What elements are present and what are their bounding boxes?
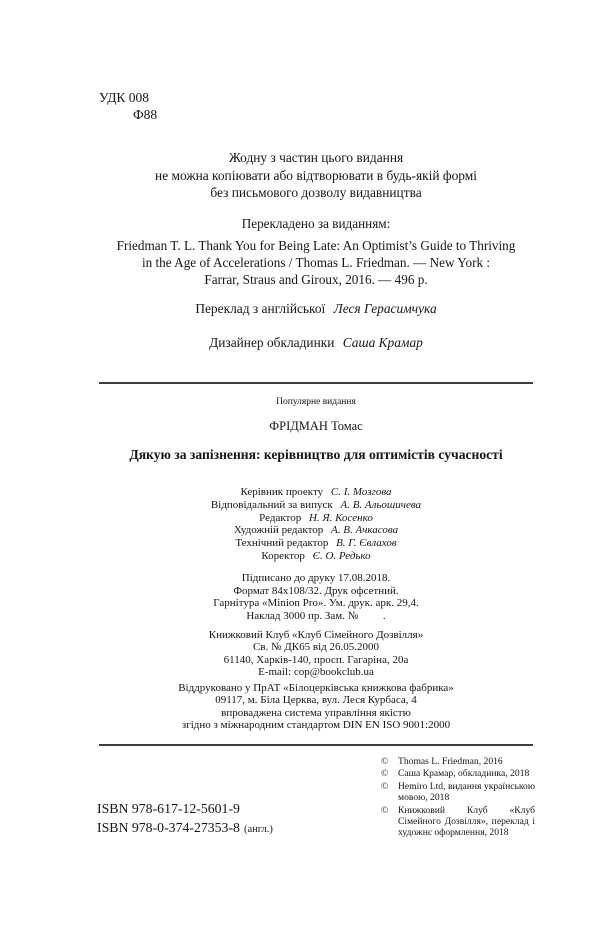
copy-notice-line: не можна копіювати або відтворювати в будь-якій формі <box>155 167 477 183</box>
print-info-line: Підписано до друку 17.08.2018. <box>241 572 391 584</box>
printer-line: Віддруковано у ПрАТ «Білоцерківська книжкова фабрика» <box>178 682 454 694</box>
print-info-line: Формат 84x108/32. Друк офсетний. <box>233 584 399 597</box>
printer-line: 09117, м. Біла Церква, вул. Леся Курбаса, 4 <box>215 694 417 707</box>
copyright-icon: © <box>381 768 389 780</box>
copyright-item <box>381 756 535 767</box>
isbn-ua: ISBN 978-617-12-5601-9 <box>97 801 240 816</box>
copyright-icon: © <box>381 780 389 792</box>
publisher-line: Книжковий Клуб «Клуб Сімейного Дозвілля» <box>208 629 424 641</box>
printer-line: впроваджена система управління якістю <box>221 706 411 719</box>
designer-line <box>99 335 533 351</box>
credit-row <box>99 537 533 550</box>
copy-notice-line: без письмового дозволу видавництва <box>210 185 422 200</box>
print-info-line: Гарнітура «Minion Pro». Ум. друк. арк. 29,4. <box>213 597 419 609</box>
copyright-text: Саша Крамар, обкладинка, 2018 <box>398 768 530 780</box>
credit-role: Відповідальний за випуск <box>210 498 333 511</box>
credit-role: Коректор <box>261 549 305 562</box>
separator-line-top <box>99 382 533 384</box>
author-name: ФРІДМАН Томас <box>269 419 363 433</box>
print-info-block <box>99 572 533 622</box>
translator-name: Леся Герасимчука <box>333 301 437 316</box>
translator-label: Переклад з англійської <box>195 301 326 316</box>
credit-row <box>99 550 533 563</box>
credit-row <box>99 499 533 512</box>
credit-row <box>99 524 533 537</box>
printer-line: згідно з міжнародним стандартом DIN EN ISO 9001:2000 <box>181 719 451 732</box>
credit-row <box>99 512 533 525</box>
udc-block <box>99 89 157 123</box>
source-heading: Перекладено за виданням: <box>241 216 391 231</box>
credit-name: А. В. Ачкасова <box>331 524 399 537</box>
credit-name: В. Г. Євлахов <box>336 537 397 550</box>
copy-notice-line: Жодну з частин цього видання <box>228 150 404 165</box>
credit-role: Редактор <box>259 511 302 524</box>
source-line: in the Age of Accelerations / Thomas L. Friedman. — New York : <box>141 255 491 270</box>
copyright-item <box>381 781 535 804</box>
copyright-item <box>381 768 535 779</box>
credit-name: С. І. Мозгова <box>330 486 392 498</box>
credit-name: Н. Я. Косенко <box>308 511 373 524</box>
designer-label: Дизайнер обкладинки <box>209 335 335 350</box>
designer-name: Саша Крамар <box>342 335 423 350</box>
isbn-en: ISBN 978-0-374-27353-8 <box>97 819 240 835</box>
source-line: Friedman T. L. Thank You for Being Late: An Optimist’s Guide to Thriving <box>116 238 516 253</box>
isbn-en-line <box>97 819 273 840</box>
credit-role: Художній редактор <box>233 524 324 537</box>
edition-type: Популярне видання <box>276 397 356 407</box>
copyright-text: Hemiro Ltd, видання українською мовою, 2018 <box>398 780 535 804</box>
publisher-line: 61140, Харків-140, просп. Гагаріна, 20а <box>223 653 409 666</box>
udc-code: УДК 008 <box>99 90 150 105</box>
credit-name: А. В. Альошичева <box>340 498 422 511</box>
print-info-line: Наклад 3000 пр. Зам. № . <box>246 609 386 622</box>
copyright-item <box>381 805 535 839</box>
source-edition <box>99 215 533 288</box>
copyright-text: Книжковий Клуб «Клуб Сімейного Дозвілля», переклад і художнє оформлення, 2018 <box>398 804 535 839</box>
separator-line-bottom <box>99 744 533 746</box>
publisher-line: Св. № ДК65 від 26.05.2000 <box>253 641 379 654</box>
credit-role: Технічний редактор <box>235 537 329 550</box>
copyright-text: Thomas L. Friedman, 2016 <box>398 756 503 767</box>
copy-notice <box>99 149 533 202</box>
credit-role: Керівник проекту <box>240 486 324 498</box>
credits-block <box>99 486 533 563</box>
copyright-block <box>381 756 535 840</box>
copyright-icon: © <box>381 804 389 816</box>
source-line: Farrar, Straus and Giroux, 2016. — 496 p. <box>204 272 428 287</box>
publisher-block <box>99 629 533 679</box>
translator-line <box>99 301 533 317</box>
author-sign: Ф88 <box>133 107 158 122</box>
isbn-en-suffix: (англ.) <box>243 823 273 835</box>
credit-name: Є. О. Редько <box>312 549 371 562</box>
printer-block <box>99 682 533 732</box>
copyright-icon: © <box>381 756 389 767</box>
credit-row <box>99 486 533 499</box>
publisher-email-line: E-mail: cop@bookclub.ua <box>258 666 374 679</box>
isbn-block <box>97 800 273 839</box>
book-title: Дякую за запізнення: керівництво для оптимістів сучасності <box>129 447 503 462</box>
